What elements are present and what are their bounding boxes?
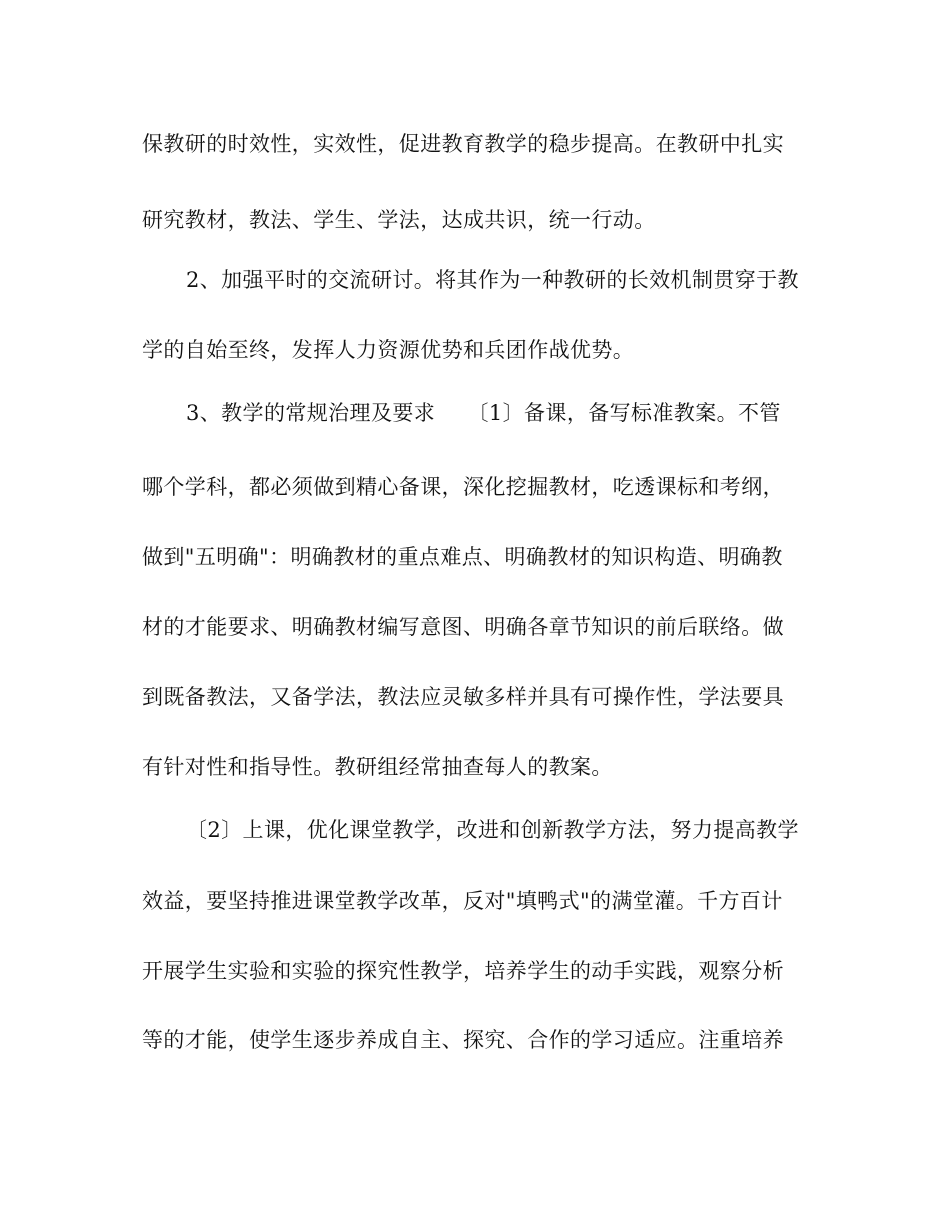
text-line: 效益，要坚持推进课堂教学改革，反对"填鸭式"的满堂灌。千方百计 [142,889,783,913]
text-line: 有针对性和指导性。教研组经常抽查每人的教案。 [142,755,613,779]
text-line: 做到"五明确"：明确教材的重点难点、明确教材的知识构造、明确教 [142,545,783,569]
text-line: 研究教材，教法、学生、学法，达成共识，统一行动。 [142,208,656,232]
text-line: 哪个学科，都必须做到精心备课，深化挖掘教材，吃透课标和考纲， [142,475,784,499]
text-line: 开展学生实验和实验的探究性教学，培养学生的动手实践，观察分析 [142,959,784,983]
text-line: 等的才能，使学生逐步养成自主、探究、合作的学习适应。注重培养 [142,1028,784,1052]
text-line: 学的自始至终，发挥人力资源优势和兵团作战优势。 [142,338,635,362]
paragraph-start-line: 〔2〕上课，优化课堂教学，改进和创新教学方法，努力提高教学 [186,818,799,842]
text-line: 保教研的时效性，实效性，促进教育教学的稳步提高。在教研中扎实 [142,132,784,156]
text-line: 材的才能要求、明确教材编写意图、明确各章节知识的前后联络。做 [142,615,784,639]
paragraph-start-line: 2、加强平时的交流研讨。将其作为一种教研的长效机制贯穿于教 [186,268,799,292]
paragraph-start-line: 3、教学的常规治理及要求 〔1〕备课，备写标准教案。不管 [186,401,781,425]
text-line: 到既备教法，又备学法，教法应灵敏多样并具有可操作性，学法要具 [142,685,784,709]
